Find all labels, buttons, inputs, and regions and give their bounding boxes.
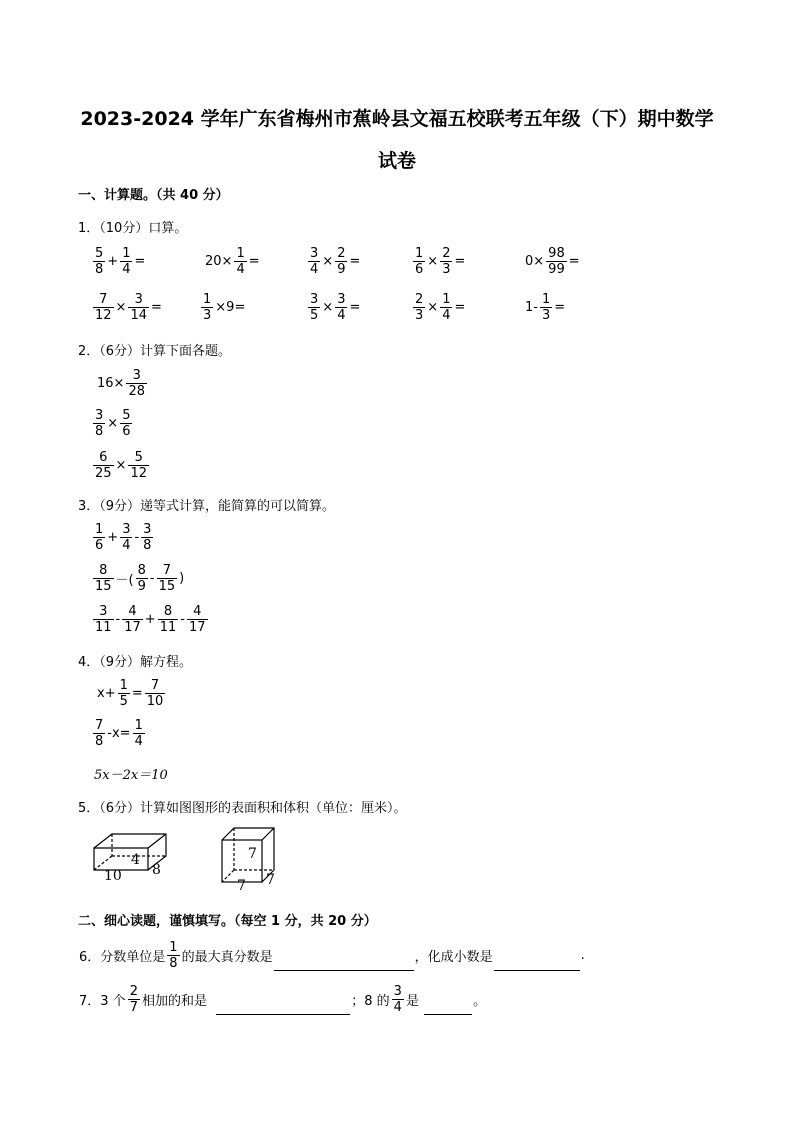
q1-item-9: $\frac{2}{3}$ × $\frac{1}{4}$ = [415,292,466,323]
q1-item-10: 1- $\frac{1}{3}$ = [525,292,566,323]
q6-answer-blank-2[interactable] [494,956,580,971]
q3-expression-3: $\frac{3}{11}$ - $\frac{4}{17}$ + $\frac{8}{11}$ - $\frac{4}{17}$ [95,604,206,635]
question-3-label: 3．（9分）递等式计算，能简算的可以简算。 [78,499,336,514]
cuboid-width-label: 8 [152,862,161,878]
cuboid-height-label: 4 [131,852,140,868]
section-heading-1: 一、计算题。（共 40 分） [78,188,229,203]
q1-item-7: $\frac{1}{3}$ ×9= [203,292,246,323]
q4-equation-2: $\frac{7}{8}$ -x= $\frac{1}{4}$ [95,718,143,749]
cube-length-label: 7 [237,878,246,894]
q1-item-4: $\frac{1}{6}$ × $\frac{2}{3}$ = [415,246,466,277]
question-2-label: 2．（6分）计算下面各题。 [78,344,232,359]
q1-item-3: $\frac{3}{4}$ × $\frac{2}{9}$ = [310,246,361,277]
q7-answer-blank-1[interactable] [216,1000,350,1015]
q2-item-3: $\frac{6}{25}$ × $\frac{5}{12}$ [95,450,147,481]
q3-expression-1: $\frac{1}{6}$ + $\frac{3}{4}$ - $\frac{3}{8}$ [95,522,152,553]
cube-height-label: 7 [248,846,257,862]
page-title-continued: 试卷 [377,150,416,172]
question-1-label: 1．（10分）口算。 [78,221,188,236]
q2-item-1: 16× $\frac{3}{28}$ [97,368,145,399]
q6-answer-blank-1[interactable] [274,956,414,971]
q1-item-5: 0× $\frac{98}{99}$ = [525,246,580,277]
q4-equation-3: 5x－2x＝10 [94,768,168,783]
question-4-label: 4．（9分）解方程。 [78,655,193,670]
q1-item-1: $\frac{5}{8}$ + $\frac{1}{4}$ = [95,246,146,277]
cuboid-length-label: 10 [104,868,122,884]
q2-item-2: $\frac{3}{8}$ × $\frac{5}{6}$ [95,408,131,439]
section-heading-2: 二、细心读题，谨慎填写。（每空 1 分，共 20 分） [78,914,377,929]
q7-answer-blank-2[interactable] [424,1000,472,1015]
question-7: 7．3 个 $\frac{2}{7}$ 相加的和是 ；8 的 $\frac{3}{4}$ 是 。 [79,984,487,1015]
cube-width-label: 7 [266,872,275,888]
question-5-label: 5．（6分）计算如图图形的表面积和体积（单位：厘米）。 [78,801,407,816]
q1-item-8: $\frac{3}{5}$ × $\frac{3}{4}$ = [310,292,361,323]
q1-item-2: 20× $\frac{1}{4}$ = [205,246,260,277]
page-title: 2023-2024 学年广东省梅州市蕉岭县文福五校联考五年级（下）期中数学 [80,108,714,130]
q3-expression-2: $\frac{8}{15}$ －( $\frac{8}{9}$ - $\frac{7}{15}$ ) [95,563,185,594]
q1-item-6: $\frac{7}{12}$ × $\frac{3}{14}$ = [95,292,162,323]
question-6: 6．分数单位是 $\frac{1}{8}$ 的最大真分数是 ，化成小数是 . [79,940,585,971]
q4-equation-1: x+ $\frac{1}{5}$ = $\frac{7}{10}$ [97,678,164,709]
